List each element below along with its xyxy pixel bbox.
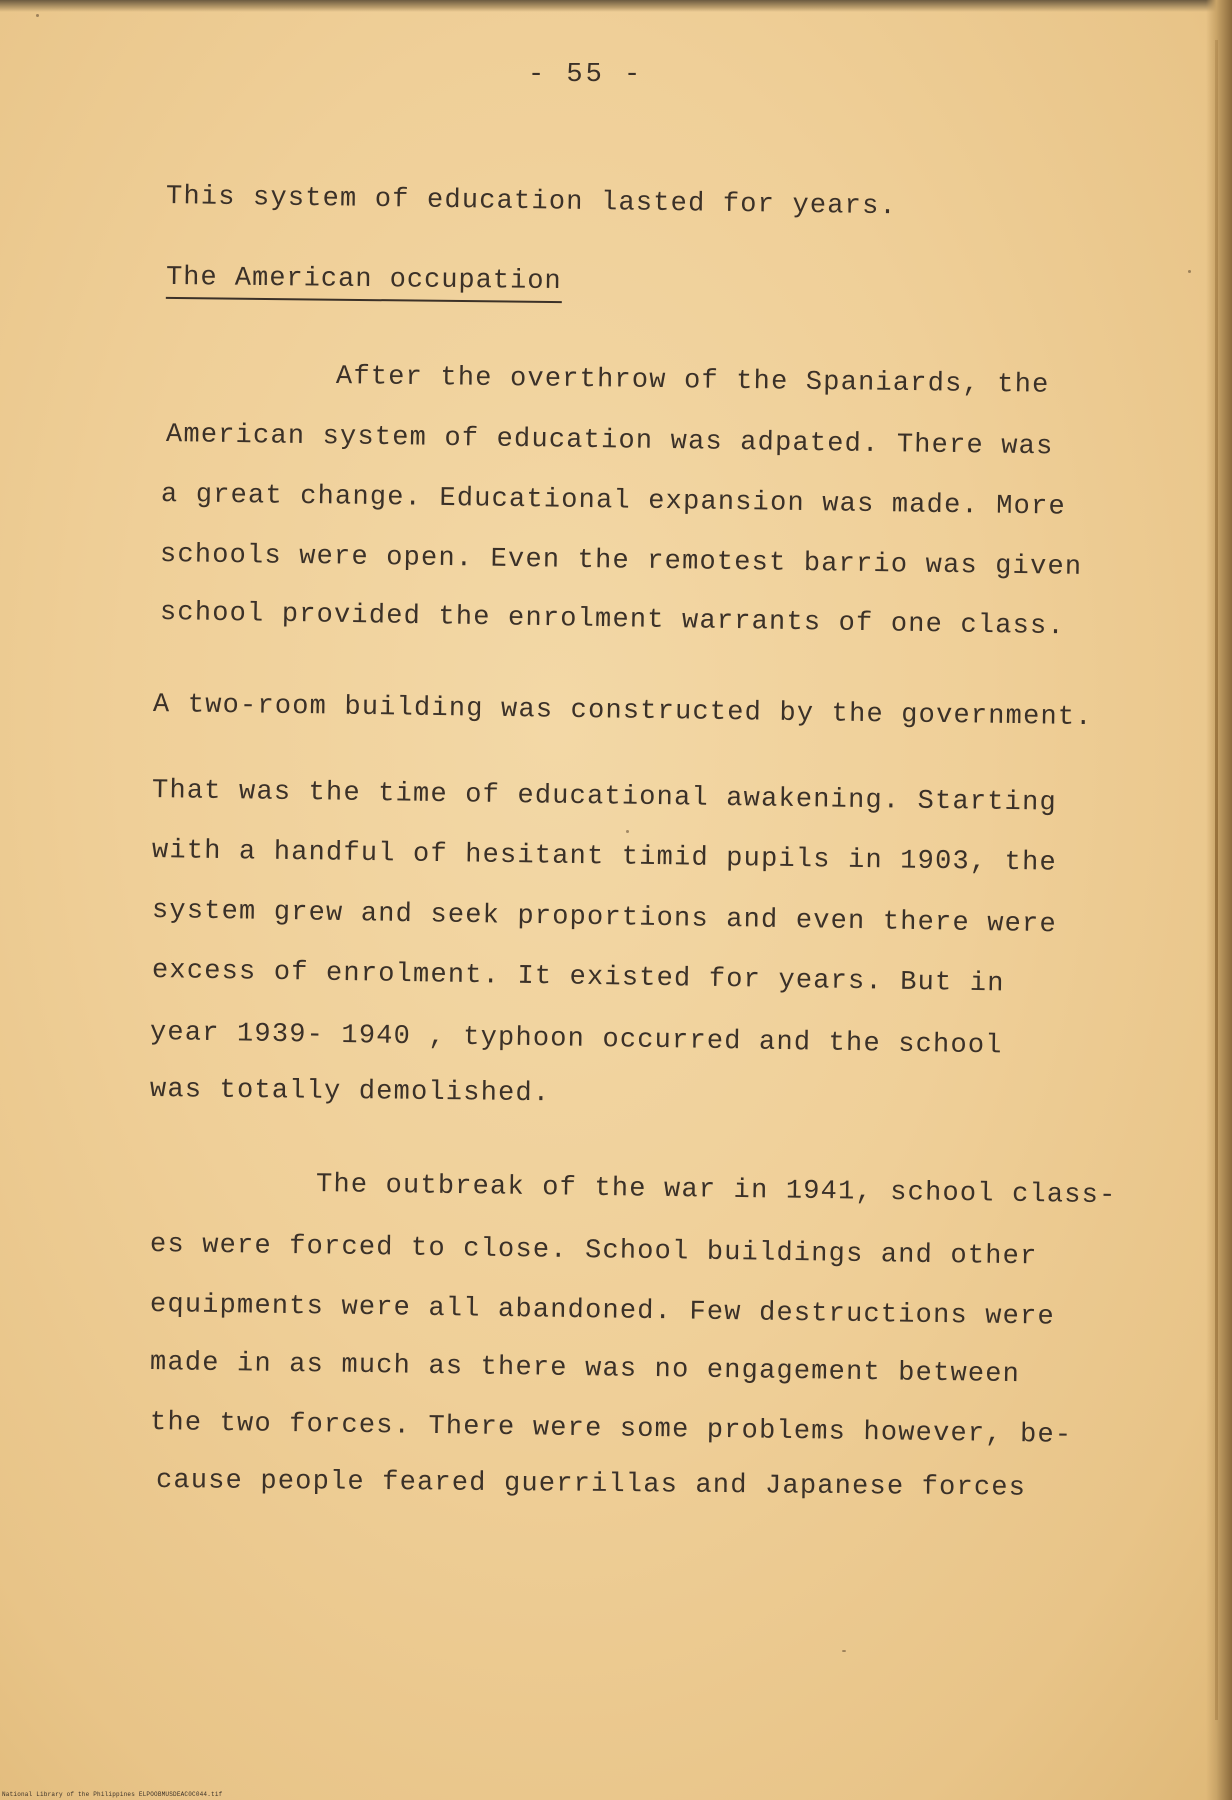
text-line: That was the time of educational awakening. Starting <box>151 776 1058 819</box>
text-line: excess of enrolment. It existed for years. But in <box>151 956 1005 1000</box>
text-line: school provided the enrolment warrants of one class. <box>159 598 1066 643</box>
text-line: was totally demolished. <box>149 1075 551 1110</box>
text-line: year 1939- 1940 , typhoon occurred and the school <box>149 1018 1003 1062</box>
text-line: The outbreak of the war in 1941, school class- <box>315 1170 1117 1212</box>
text-line: After the overthrow of the Spaniards, the <box>335 362 1050 401</box>
page-number: - 55 - <box>528 60 644 90</box>
text-line: This system of education lasted for years. <box>165 182 898 223</box>
text-line: made in as much as there was no engagement between <box>149 1348 1021 1391</box>
binding-line <box>1215 40 1218 1720</box>
archive-footer: National Library of the Philippines ELPOOBMUSDEAC0C044.tif <box>2 1791 223 1798</box>
text-line: A two-room building was constructed by the government. <box>152 690 1093 734</box>
text-line: American system of education was adpated. There was <box>165 420 1054 463</box>
paper-speck <box>36 14 39 17</box>
text-line: with a handful of hesitant timid pupils in 1903, the <box>151 836 1058 879</box>
paper-speck <box>1188 270 1191 273</box>
text-line: schools were open. Even the remotest barrio was given <box>159 540 1083 583</box>
text-line: system grew and seek proportions and even there were <box>151 896 1058 941</box>
text-line: a great change. Educational expansion was made. More <box>160 480 1067 523</box>
paper-speck <box>626 830 629 833</box>
paper-speck <box>842 1650 846 1652</box>
text-line: es were forced to close. School buildings and other <box>149 1230 1038 1273</box>
page-binding-edge <box>1206 0 1232 1800</box>
text-line: cause people feared guerrillas and Japanese forces <box>155 1466 1027 1504</box>
text-line: equipments were all abandoned. Few destructions were <box>149 1290 1056 1333</box>
section-heading: The American occupation <box>166 263 562 303</box>
page-top-edge <box>0 0 1232 12</box>
text-line: the two forces. There were some problems however, be- <box>149 1408 1073 1451</box>
